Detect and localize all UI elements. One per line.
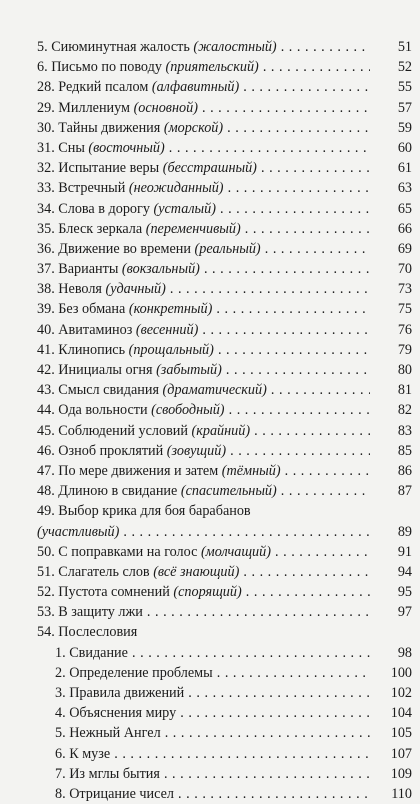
toc-entry-subtitle: (вокзальный) [121,261,200,278]
toc-entry-subtitle: (восточный) [88,139,165,156]
toc-entry-text: Клинопись [58,341,126,358]
toc-entry-title [37,158,374,178]
toc-entry-subtitle: (бесстрашный) [162,160,257,177]
toc-entry-page-number: 104 [370,703,412,723]
toc-entry-page-number: 69 [370,239,412,259]
toc-entry [0,683,420,703]
toc-entry-title [55,764,374,784]
toc-entry-number: 2. [55,664,66,681]
toc-entry-subtitle: (неожиданный) [128,180,224,197]
toc-entry-text: Испытание веры [58,160,160,177]
toc-entry-title [37,199,374,219]
toc-entry-title [37,421,374,441]
toc-entry-number: 41. [37,341,55,358]
toc-entry-text: Слова в дорогу [58,200,150,217]
toc-entry-title [37,380,374,400]
toc-entry-number: 43. [37,382,55,399]
toc-entry-text: Без обмана [58,301,126,318]
toc-entry-page-number: 85 [370,441,412,461]
toc-entry-number: 33. [37,180,55,197]
toc-entry-text: Редкий псалом [58,79,149,96]
toc-entry-number: 40. [37,321,55,338]
toc-entry-title [37,37,374,57]
toc-entry-page-number: 91 [370,542,412,562]
toc-entry-subtitle: (молчащий) [200,543,271,560]
toc-entry [0,744,420,764]
toc-entry-subtitle: (алфавитный) [151,79,240,96]
toc-entry [0,441,420,461]
toc-entry [0,178,420,198]
toc-entry [0,522,420,542]
toc-entry-number: 29. [37,99,55,116]
toc-entry-page-number: 94 [370,562,412,582]
toc-entry-number: 30. [37,119,55,136]
toc-entry-page-number: 95 [370,582,412,602]
toc-entry-text: К музе [69,745,111,762]
toc-entry-subtitle: (приятельский) [165,59,259,76]
toc-entry-text: Сиюминутная жалость [51,39,190,55]
toc-entry-page-number: 81 [370,380,412,400]
toc-entry-page-number: 82 [370,400,412,420]
toc-entry-subtitle: (спасительный) [180,483,277,500]
toc-entry-text: Отрицание чисел [69,785,174,802]
toc-entry-page-number: 65 [370,199,412,219]
toc-entry-page-number: 57 [370,98,412,118]
toc-entry-page-number: 61 [370,158,412,178]
toc-entry-subtitle: (всё знающий) [153,563,240,580]
toc-entry-page-number: 52 [370,57,412,77]
toc-entry-page-number: 89 [370,522,412,542]
toc-entry-page-number: 80 [370,360,412,380]
toc-entry-page-number: 83 [370,421,412,441]
toc-entry-text: Блеск зеркала [58,220,143,237]
toc-entry [0,360,420,380]
toc-entry-title [37,522,374,542]
toc-entry-number: 48. [37,483,55,500]
toc-entry-subtitle: (крайний) [191,422,251,439]
toc-entry-title [37,219,374,239]
toc-entry-number: 52. [37,584,55,601]
toc-entry-page-number: 79 [370,340,412,360]
toc-entry-subtitle: (забытый) [156,362,222,378]
toc-entry-title [55,723,374,743]
toc-entry [0,320,420,340]
toc-entry [0,501,420,521]
toc-entry [0,622,420,642]
toc-entry-page-number: 102 [370,683,412,703]
toc-entry-text: Пустота сомнений [58,584,170,601]
toc-entry [0,643,420,663]
toc-entry-subtitle: (реальный) [194,240,261,257]
toc-entry-subtitle: (морской) [163,119,224,136]
toc-entry-title [37,118,374,138]
toc-entry-number: 54. [37,624,55,641]
toc-entry-subtitle: (тёмный) [221,462,281,479]
toc-entry [0,279,420,299]
toc-entry-title [37,259,374,279]
toc-entry-subtitle: (жалостный) [193,39,277,55]
toc-entry-page-number: 110 [370,784,412,804]
toc-entry-page-number: 86 [370,461,412,481]
toc-entry-page-number: 76 [370,320,412,340]
toc-entry [0,421,420,441]
toc-entry-number: 4. [55,705,66,722]
toc-entry-page-number: 98 [370,643,412,663]
toc-entry-title [37,542,374,562]
table-of-contents [0,37,420,804]
toc-entry-page-number: 97 [370,602,412,622]
toc-entry-number: 32. [37,160,55,177]
toc-entry-text: Послесловия [58,624,138,641]
toc-entry-number: 35. [37,220,55,237]
toc-entry-title [37,461,374,481]
toc-entry-subtitle: (драматический) [162,382,267,399]
toc-entry-text: Правила движений [69,685,185,701]
toc-entry-page-number: 51 [370,37,412,57]
toc-entry-text: Озноб проклятий [58,442,164,459]
toc-entry [0,340,420,360]
toc-entry-text: Из мглы бытия [69,765,160,782]
toc-entry [0,723,420,743]
toc-entry [0,380,420,400]
toc-entry [0,239,420,259]
toc-entry-number: 51. [37,563,55,580]
toc-entry [0,138,420,158]
toc-entry-subtitle: (прощальный) [128,341,214,358]
toc-entry-title [37,602,374,622]
toc-entry-text: По мере движения и затем [58,462,219,479]
toc-entry [0,542,420,562]
toc-entry-number: 50. [37,543,55,560]
toc-entry-page-number: 55 [370,77,412,97]
toc-entry [0,118,420,138]
toc-entry-text: Свидание [69,644,128,661]
toc-entry-title [37,622,374,642]
toc-entry-text: Варианты [58,261,119,278]
toc-entry-text: Объяснения миру [69,705,177,722]
toc-entry-subtitle: (свободный) [151,402,225,419]
toc-entry-subtitle: (весенний) [135,321,199,338]
toc-entry-subtitle: (переменчивый) [145,220,241,237]
toc-entry-title [55,784,374,804]
toc-entry-page-number: 63 [370,178,412,198]
toc-entry [0,199,420,219]
toc-entry-page-number: 70 [370,259,412,279]
toc-entry [0,703,420,723]
toc-entry-subtitle: (зовущий) [166,442,227,459]
toc-entry-page-number: 105 [370,723,412,743]
toc-entry-title [37,279,374,299]
toc-entry-text: Неволя [58,281,102,298]
toc-entry-page-number: 60 [370,138,412,158]
toc-entry-text: Миллениум [58,99,131,116]
toc-entry [0,37,420,57]
toc-entry-title [37,441,374,461]
toc-entry-title [55,703,374,723]
toc-entry [0,259,420,279]
toc-entry-text: Сны [58,139,85,156]
toc-entry-page-number: 87 [370,481,412,501]
toc-entry-page-number: 75 [370,299,412,319]
toc-entry-number: 7. [55,765,66,782]
toc-entry-title [37,562,374,582]
toc-entry-title [37,178,374,198]
toc-entry [0,582,420,602]
toc-entry-title [37,501,410,521]
toc-entry-number: 6. [55,745,66,762]
toc-entry-number: 31. [37,139,55,156]
toc-entry-page-number: 109 [370,764,412,784]
toc-entry-text: Нежный Ангел [69,725,161,742]
toc-entry-title [37,582,374,602]
toc-entry-title [37,400,374,420]
toc-entry-page-number: 66 [370,219,412,239]
toc-entry-number: 5. [55,725,66,742]
toc-entry-text: Выбор крика для боя барабанов [58,503,251,520]
toc-entry-number: 53. [37,604,55,621]
toc-entry-subtitle: (спорящий) [173,584,242,601]
toc-entry-text: Соблюдений условий [58,422,188,439]
toc-entry-subtitle: (конкретный) [128,301,213,318]
toc-entry-number: 37. [37,261,55,278]
toc-entry-page-number: 107 [370,744,412,764]
toc-entry [0,461,420,481]
toc-entry [0,77,420,97]
toc-entry-text: Авитаминоз [58,321,133,338]
toc-entry-text: Ода вольности [58,402,148,419]
toc-entry-title [37,481,374,501]
toc-entry [0,219,420,239]
toc-entry-number: 46. [37,442,55,459]
toc-entry-subtitle: (усталый) [153,200,216,217]
toc-entry-number: 49. [37,503,55,520]
toc-entry [0,784,420,804]
toc-entry [0,158,420,178]
toc-entry-title [37,77,374,97]
toc-entry-title [55,683,374,703]
toc-entry-number: 47. [37,462,55,479]
toc-entry-title [55,663,374,683]
toc-entry-text: Длиною в свидание [58,483,178,500]
toc-entry-title [55,643,374,663]
toc-entry-text: Определение проблемы [69,664,213,681]
toc-entry [0,98,420,118]
toc-entry-number: 28. [37,79,55,96]
toc-entry [0,562,420,582]
toc-entry [0,57,420,77]
toc-entry-page-number: 59 [370,118,412,138]
toc-entry-title [37,239,374,259]
toc-entry-text: С поправками на голос [58,543,198,560]
toc-entry-subtitle: (основной) [133,99,198,116]
toc-entry-title [37,340,374,360]
toc-entry-title [37,360,374,380]
toc-entry-number: 45. [37,422,55,439]
toc-entry-page-number: 73 [370,279,412,299]
toc-entry-text: Письмо по поводу [51,59,162,76]
toc-entry-subtitle: (удачный) [105,281,166,298]
toc-entry [0,764,420,784]
toc-entry-number: 38. [37,281,55,298]
toc-entry-title [37,98,374,118]
toc-entry-number: 8. [55,785,66,802]
toc-entry-text: Встречный [58,180,126,197]
toc-entry-title [37,57,374,77]
toc-entry-title [37,138,374,158]
toc-entry-number: 3. [55,685,66,701]
toc-entry [0,400,420,420]
toc-entry-number: 1. [55,644,66,661]
toc-entry-text: Смысл свидания [58,382,159,399]
toc-entry-title [37,320,374,340]
toc-entry-text: Слагатель слов [58,563,150,580]
toc-entry-title [37,299,374,319]
toc-entry [0,481,420,501]
toc-entry-text: Тайны движения [58,119,161,136]
toc-entry-number: 42. [37,362,55,378]
toc-entry-number: 34. [37,200,55,217]
toc-entry [0,602,420,622]
toc-entry-number: 5. [37,39,48,55]
toc-entry [0,663,420,683]
toc-entry-subtitle: (участливый) [37,523,120,540]
toc-entry [0,299,420,319]
toc-entry-number: 39. [37,301,55,318]
toc-entry-number: 6. [37,59,48,76]
toc-entry-text: Движение во времени [58,240,191,257]
toc-entry-text: В защиту лжи [58,604,143,621]
toc-entry-title [55,744,374,764]
toc-entry-page-number: 100 [370,663,412,683]
toc-entry-number: 36. [37,240,55,257]
toc-entry-text: Инициалы огня [58,362,153,378]
toc-entry-number: 44. [37,402,55,419]
